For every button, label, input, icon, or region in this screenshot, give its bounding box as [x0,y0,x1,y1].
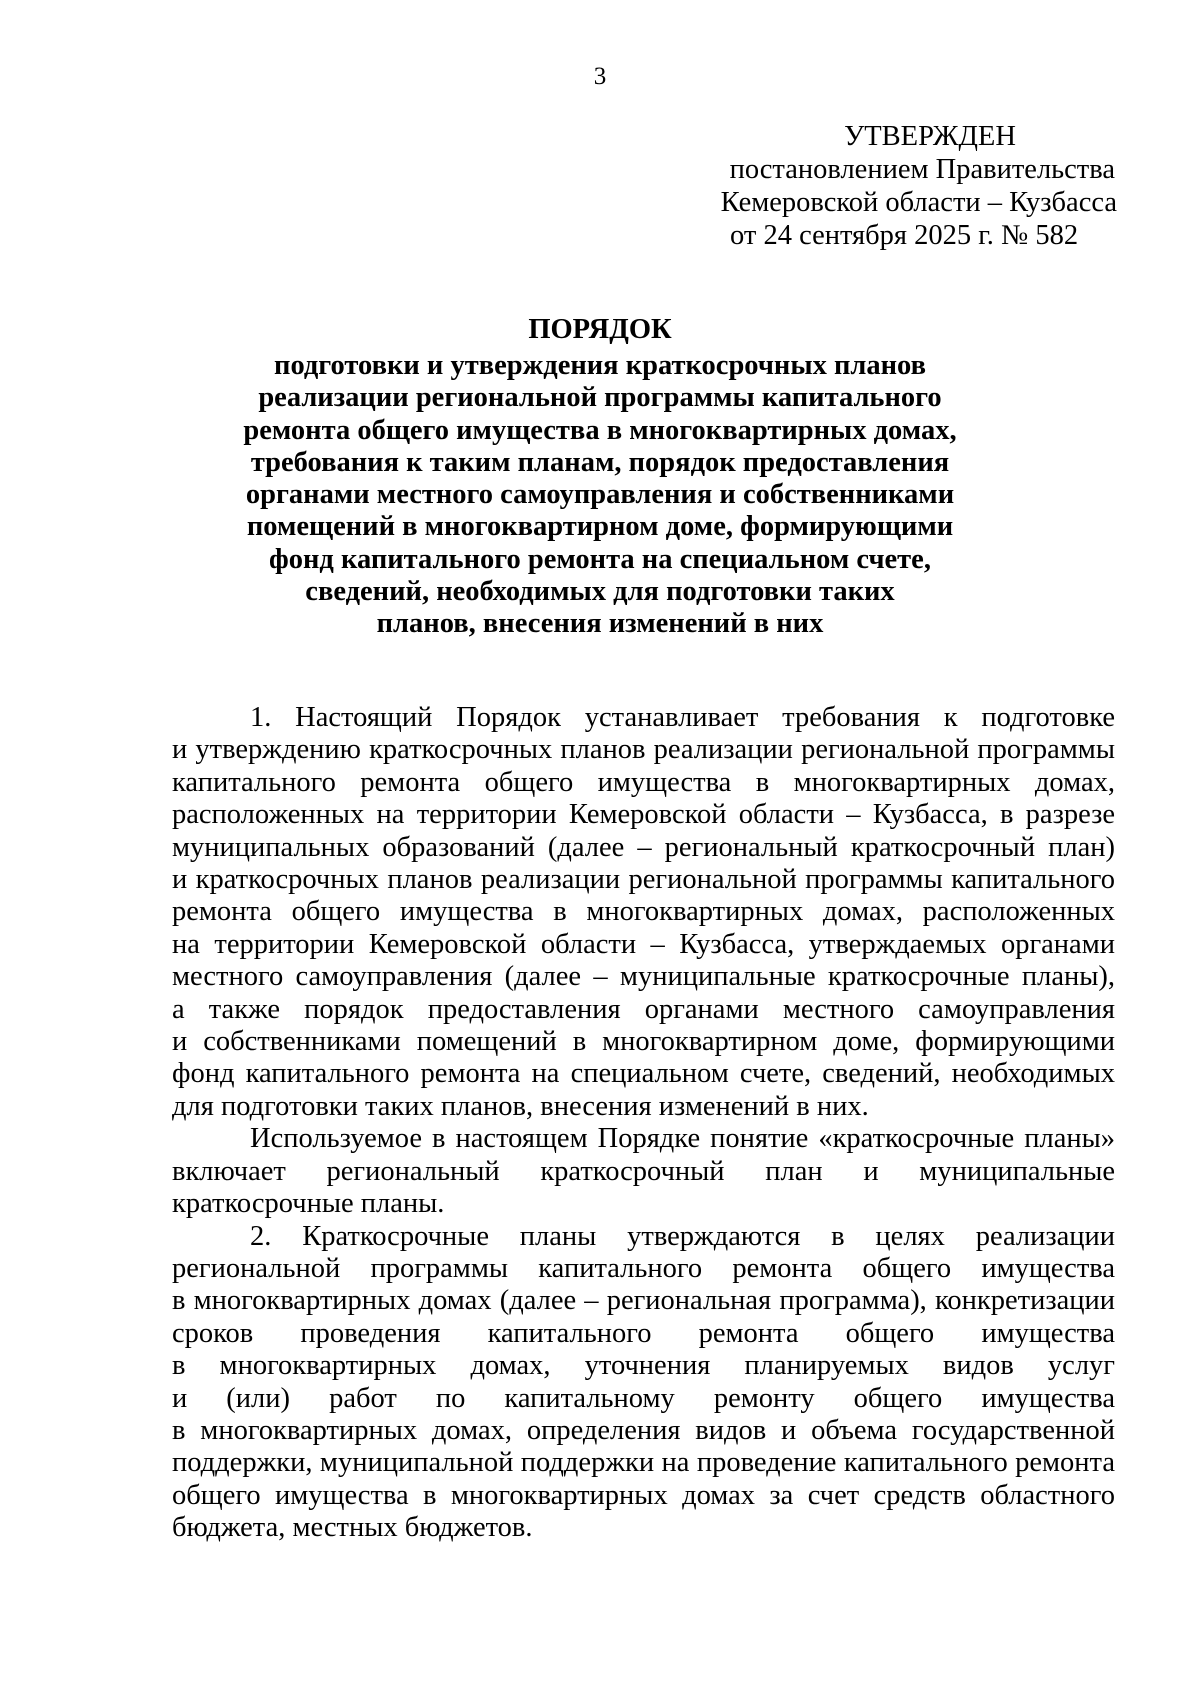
body-line: 2. Краткосрочные планы утверждаются в целях реализации [250,1220,1115,1252]
body-line: и утверждению краткосрочных планов реализации региональной программы [172,734,1115,766]
subtitle-line: планов, внесения изменений в них [376,608,824,640]
approval-line: постановлением Правительства [729,154,1115,185]
subtitle-line: фонд капитального ремонта на специальном счете, [269,543,931,575]
approval-line: Кемеровской области – Кузбасса [720,187,1117,218]
body-line: Используемое в настоящем Порядке понятие «краткосрочные планы» [250,1123,1115,1155]
body-line: включает региональный краткосрочный план и муниципальные [172,1155,1115,1187]
body-line: а также порядок предоставления органами местного самоуправления [172,993,1115,1025]
page-number: 3 [593,63,607,90]
body-line: в многоквартирных домах, уточнения планируемых видов услуг [172,1350,1115,1382]
subtitle-line: реализации региональной программы капитального [258,382,942,414]
body-line: в многоквартирных домах (далее – региональная программа), конкретизации [172,1285,1115,1317]
body-line: на территории Кемеровской области – Кузбасса, утверждаемых органами [172,928,1115,960]
body-line: расположенных на территории Кемеровской области – Кузбасса, в разрезе [172,799,1115,831]
body-line: местного самоуправления (далее – муниципальные краткосрочные планы), [172,961,1115,993]
body-line: сроков проведения капитального ремонта общего имущества [172,1317,1115,1349]
subtitle-line: сведений, необходимых для подготовки таких [305,576,895,608]
body-line: ремонта общего имущества в многоквартирных домах, расположенных [172,896,1115,928]
body-line: и собственниками помещений в многоквартирном доме, формирующими [172,1026,1115,1058]
body-line: региональной программы капитального ремонта общего имущества [172,1252,1115,1284]
document-title: ПОРЯДОК [528,314,672,345]
subtitle-line: ремонта общего имущества в многоквартирных домах, [243,414,957,446]
body-line: краткосрочные планы. [172,1188,445,1220]
body-text [172,702,1115,1545]
subtitle-line: органами местного самоуправления и собственниками [245,479,955,511]
approval-stamp [700,120,1140,252]
body-line: 1. Настоящий Порядок устанавливает требования к подготовке [250,702,1115,733]
approval-line: УТВЕРЖДЕН [844,121,1016,152]
body-line: муниципальных образований (далее – региональный краткосрочный план) [172,831,1115,863]
body-line: для подготовки таких планов, внесения изменений в них. [172,1090,869,1122]
subtitle-line: требования к таким планам, порядок предоставления [250,446,950,478]
body-line: общего имущества в многоквартирных домах за счет средств областного [172,1479,1115,1511]
document-subtitle [200,350,1000,641]
body-line: и краткосрочных планов реализации региональной программы капитального [172,864,1115,896]
subtitle-line: подготовки и утверждения краткосрочных планов [274,350,926,381]
body-line: поддержки, муниципальной поддержки на проведение капитального ремонта [172,1447,1115,1479]
body-line: фонд капитального ремонта на специальном счете, сведений, необходимых [172,1058,1115,1090]
subtitle-line: помещений в многоквартирном доме, формирующими [246,511,954,543]
body-line: бюджета, местных бюджетов. [172,1512,533,1544]
approval-line: от 24 сентября 2025 г. № 582 [730,220,1079,251]
body-line: и (или) работ по капитальному ремонту общего имущества [172,1382,1115,1414]
body-line: капитального ремонта общего имущества в многоквартирных домах, [172,766,1115,798]
body-line: в многоквартирных домах, определения видов и объема государственной [172,1414,1115,1446]
